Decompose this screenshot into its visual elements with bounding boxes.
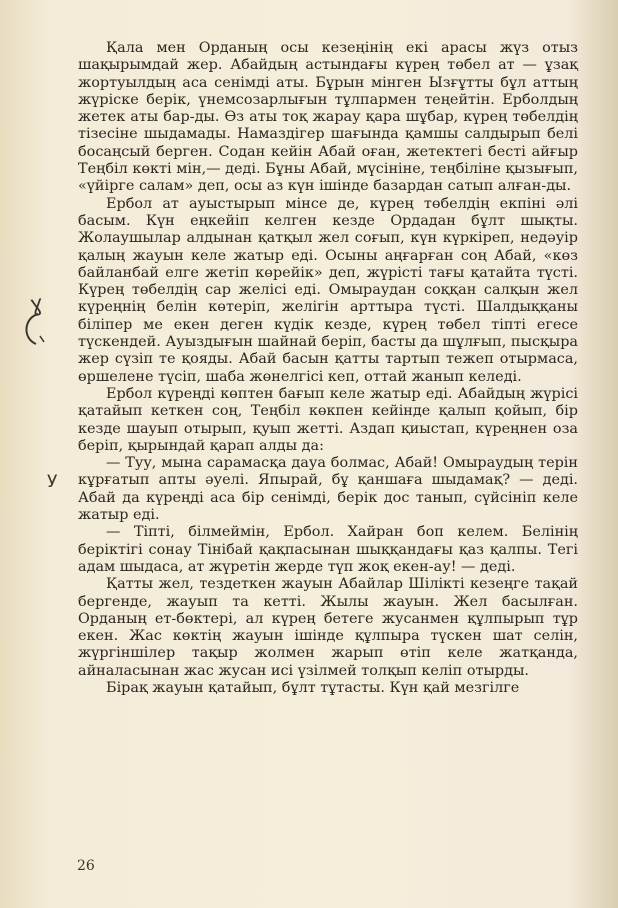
paragraph: Бірақ жауын қатайып, бұлт тұтасты. Күн қай мезгілге: [106, 679, 520, 696]
page-number: 26: [77, 858, 95, 874]
paragraph: Ербол күреңді көптен бағып келе жатыр еді. Абайдың жүрісі қатайып кеткен соң, Теңбіл көкпен кейінде қалып қойып, бір кезде шауып отырып, қуып жетті. Аздап қиыстап, күреңнен оза беріп, қырындай қарап алды да:: [78, 385, 578, 454]
paragraph: Қала мен Орданың осы кезеңінің екі арасы жүз отыз шақырымдай жер. Абайдың астындағы күрең төбел ат — ұзақ жортуылдың аса сенімді аты. Бұрын мінген Ызғұтты бұл аттың жүріске берік, үнемсозарлығын тұлпармен теңейтін. Ерболдың жетек аты бар-ды. Өз аты тоқ жарау қара шұбар, күрең төбелдің тізесіне шыдамады. Намаздігер шағында қамшы салдырып белі босаңсый берген. Содан кейін Абай оған, жетектегі бесті айғыр Теңбіл көкті мін,— деді. Бұны Абай, мүсініне, теңбіліне қызығып, «үйірге салам» деп, осы аз күн ішінде базардан сатып алған-ды.: [78, 40, 578, 195]
paragraph: — Тіпті, білмеймін, Ербол. Хайран боп келем. Белінің беріктігі сонау Тінібай қақпасынан шыққандағы қаз қалпы. Тегі адам шыдаса, ат жүретін жерде түп жоқ екен-ау! — деді.: [78, 524, 578, 575]
paragraph: Қатты жел, тездеткен жауын Абайлар Шілікті кезеңге тақай бергенде, жауып та кетті. Жылы жауын. Жел басылған. Орданың ет-бөктері, ал күрең бетеге жусанмен құлпырып тұр екен. Жас көктің жауын ішінде құлпыра түскен шат селін, жүргіншілер тақыр жолмен жарып өтіп келе жатқанда, айналасынан жас жусан исі үзілмей толқып келіп отырды.: [78, 576, 578, 679]
handwritten-bracket-icon: [18, 310, 46, 350]
handwritten-mark: У: [47, 472, 58, 492]
paragraph: Ербол ат ауыстырып мінсе де, күрең төбелдің екпіні әлі басым. Күн еңкейіп келген кезде Ордадан бұлт шықты. Жолаушылар алдынан қатқыл жел соғып, күн күркіреп, недәуір қалың жауын келе жатыр еді. Осыны аңғарған соң Абай, «көз байланбай елге жетіп көрейік» деп, жүрісті тағы қатайта түсті. Күрең төбелдің сар желісі еді. Омыраудан соққан салқын жел күреңнің белін көтеріп, желігін арттыра түсті. Шалдыққаны біліпер ме екен деген күдік кезде, күрең төбел тіпті егесе түскендей. Ауыздығын шайнай беріп, басты да шұлғып, пысқыра жер сүзіп те қояды. Абай басын қатты тартып тежеп отырмаса, өршелене түсіп, шаба жөнелгісі кеп, оттай жанып келеді.: [78, 195, 578, 385]
body-text: [78, 40, 578, 697]
paragraph: — Туу, мына сарамасқа дауа болмас, Абай! Омыраудың терін кұрғатып апты әуелі. Япырай, бұ қаншаға шыдамақ? — деді. Абай да күреңді аса бір сенімді, берік дос танып, сүйсініп келе жатыр еді.: [78, 455, 578, 524]
handwritten-mark: ɣ: [28, 291, 45, 318]
